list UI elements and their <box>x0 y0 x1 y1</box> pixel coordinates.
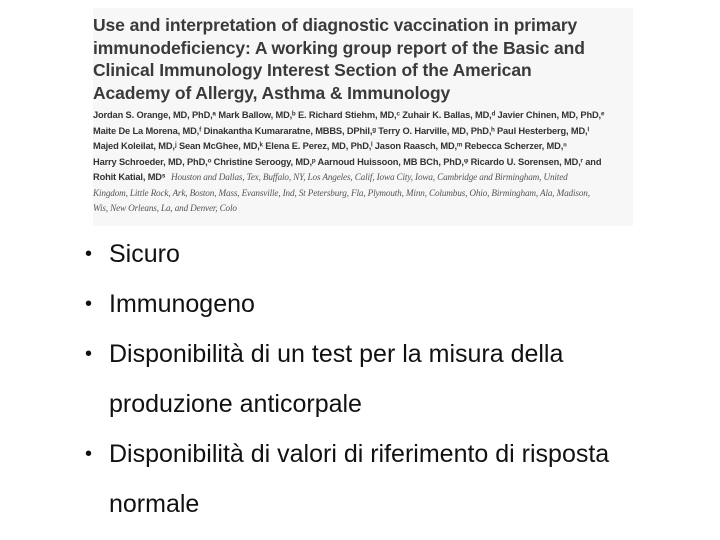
bullet-text: Immunogeno <box>109 290 255 318</box>
author-line: Maite De La Morena, MD,ᶠ Dinakantha Kumararatne, MBBS, DPhil,ᵍ Terry O. Harville, MD, PhD,ʰ Paul Hesterberg, MD,ⁱ <box>93 125 589 136</box>
bullet-list <box>85 232 705 532</box>
bullet-marker: • <box>85 293 93 315</box>
bullet-item-test-disponibilita <box>85 332 705 432</box>
bullet-marker: • <box>85 443 93 465</box>
affiliation-line: Kingdom, Little Rock, Ark, Boston, Mass, Evansville, Ind, St Petersburg, Fla, Plymouth, Minn, Columbus, Ohio, Birmingham, Ala, Madison, <box>93 188 590 198</box>
bullet-item-sicuro <box>85 232 705 282</box>
bullet-marker: • <box>85 343 93 365</box>
paper-header-image <box>93 8 633 226</box>
bullet-text: Disponibilità di valori di riferimento di risposta <box>109 440 610 468</box>
paper-title-line: Use and interpretation of diagnostic vaccination in primary <box>93 15 578 35</box>
paper-title-line: Academy of Allergy, Asthma & Immunology <box>93 82 451 103</box>
author-line: Majed Koleilat, MD,ʲ Sean McGhee, MD,ᵏ Elena E. Perez, MD, PhD,ˡ Jason Raasch, MD,ᵐ Rebecca Scherzer, MD,ⁿ <box>93 141 567 152</box>
author-line: Jordan S. Orange, MD, PhD,ᵃ Mark Ballow, MD,ᵇ E. Richard Stiehm, MD,ᶜ Zuhair K. Ballas, MD,ᵈ Javier Chinen, MD, PhD,ᵉ <box>93 110 605 120</box>
bullet-text: Disponibilità di un test per la misura della <box>109 340 564 368</box>
author-line: Rohit Katial, MDˢ <box>93 172 166 183</box>
affiliation-line: Houston and Dallas, Tex, Buffalo, NY, Los Angeles, Calif, Iowa City, Iowa, Cambridge and Birmingham, United <box>171 172 568 182</box>
author-line: Harry Schroeder, MD, PhD,ᵒ Christine Seroogy, MD,ᵖ Aarnoud Huissoon, MB BCh, PhD,ᵠ Ricardo U. Sorensen, MD,ʳ and <box>93 156 602 167</box>
paper-title-line: immunodeficiency: A working group report of the Basic and <box>93 37 585 58</box>
paper-title-line: Clinical Immunology Interest Section of the American <box>93 60 532 80</box>
paper-title <box>93 14 633 104</box>
paper-authors <box>93 108 633 213</box>
bullet-text-continuation: produzione anticorpale <box>109 390 362 418</box>
bullet-text-continuation: normale <box>109 490 200 518</box>
bullet-item-valori-riferimento <box>85 432 705 532</box>
bullet-marker: • <box>85 243 93 265</box>
bullet-item-immunogeno <box>85 282 705 332</box>
affiliation-line: Wis, New Orleans, La, and Denver, Colo <box>93 203 237 213</box>
bullet-text: Sicuro <box>109 240 180 268</box>
